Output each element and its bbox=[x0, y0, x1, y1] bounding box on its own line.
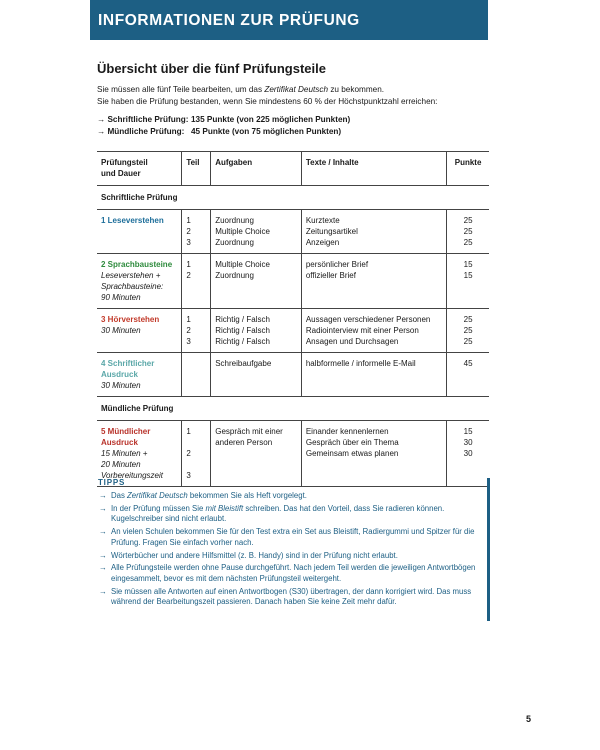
tips-title: TIPPS bbox=[98, 478, 126, 487]
part-name-2: 2 Sprachbausteine bbox=[101, 260, 173, 269]
written-points-label: → Schriftliche Prüfung: bbox=[97, 115, 189, 124]
table-row-part-5: 5 Mündlicher Ausdruck 15 Minuten + 20 Minuten Vorbereitungszeit 1 2 3 Gespräch mit einer anderen Person Einander kennenlernen Gespräch über ein Thema Gemeinsam etwas planen 15 30 30 bbox=[97, 421, 489, 487]
page-number: 5 bbox=[526, 714, 532, 724]
tip-item: → Das Zertifikat Deutsch bekommen Sie als Heft vorgelegt. bbox=[99, 491, 307, 500]
col-header-tasks: Aufgaben bbox=[211, 152, 302, 186]
part-name-3: 3 Hörverstehen bbox=[101, 315, 160, 324]
header-banner bbox=[90, 0, 488, 40]
table-row-part-2: 2 Sprachbausteine Leseverstehen + Sprachbausteine: 90 Minuten 1 2 Multiple Choice Zuordnung persönlicher Brief offizieller Brief 15 15 bbox=[97, 254, 489, 309]
section-label-oral: Mündliche Prüfung bbox=[97, 397, 489, 421]
intro-text bbox=[97, 84, 489, 107]
oral-points-label: → Mündliche Prüfung: bbox=[97, 126, 185, 136]
col-header-teil: Teil bbox=[182, 152, 211, 186]
intro-line-1-emphasis: Zertifikat Deutsch bbox=[264, 85, 329, 94]
intro-line-2: Sie haben die Prüfung bestanden, wenn Sie mindestens 60 % der Höchstpunktzahl erreichen: bbox=[97, 96, 438, 106]
overview-section bbox=[97, 61, 489, 487]
section-label-written: Schriftliche Prüfung bbox=[97, 186, 489, 210]
arrow-right-icon: → bbox=[99, 586, 107, 596]
arrow-right-icon: → bbox=[99, 527, 107, 537]
written-points-value: 135 Punkte (von 225 möglichen Punkten) bbox=[191, 115, 351, 124]
table-row-part-4: 4 Schriftlicher Ausdruck 30 Minuten Schreibaufgabe halbformelle / informelle E-Mail 45 bbox=[97, 353, 489, 397]
section-row-written bbox=[97, 186, 489, 210]
col-header-texts: Texte / Inhalte bbox=[301, 152, 446, 186]
table-header-row bbox=[97, 152, 489, 186]
page-header-title: INFORMATIONEN ZUR PRÜFUNG bbox=[98, 12, 360, 29]
tip-item: → An vielen Schulen bekommen Sie für den Test extra ein Set aus Bleistift, Radiergummi und Spitzer für die Prüfung. Fragen Sie einfach vorher nach. bbox=[99, 527, 475, 547]
tip-item: → Wörterbücher und andere Hilfsmittel (z. B. Handy) sind in der Prüfung nicht erlaubt. bbox=[99, 550, 398, 560]
arrow-right-icon: → bbox=[99, 503, 107, 513]
intro-line-1b: zu bekommen. bbox=[328, 85, 385, 94]
section-row-oral bbox=[97, 397, 489, 421]
col-header-part: Prüfungsteil und Dauer bbox=[101, 158, 148, 178]
pass-requirements bbox=[97, 114, 489, 137]
arrow-right-icon: → bbox=[99, 563, 107, 573]
col-header-points: Punkte bbox=[447, 152, 489, 186]
part-name-5: 5 Mündlicher Ausdruck bbox=[101, 427, 151, 447]
table-row-part-3: 3 Hörverstehen 30 Minuten 1 2 3 Richtig / Falsch Richtig / Falsch Richtig / Falsch Aussagen verschiedener Personen Radiointerview mit einer Person Ansagen und Durchsagen 25 25 25 bbox=[97, 309, 489, 353]
tip-item: → In der Prüfung müssen Sie mit Bleistift schreiben. Das hat den Vorteil, dass Sie radieren können. Kugelschreiber sind nicht erlaubt. bbox=[99, 503, 445, 524]
intro-line-1a: Sie müssen alle fünf Teile bearbeiten, um das bbox=[97, 85, 265, 94]
arrow-right-icon: → bbox=[99, 491, 107, 500]
tips-box bbox=[97, 478, 490, 621]
part-name-4: 4 Schriftlicher Ausdruck bbox=[101, 359, 155, 379]
part-name-1: 1 Leseverstehen bbox=[101, 216, 164, 225]
tip-item: → Alle Prüfungsteile werden ohne Pause durchgeführt. Nach jedem Teil werden die jeweiligen Antwortbögen eingesammelt, bevor es mit dem nächsten Prüfungsteil weitergeht. bbox=[99, 563, 476, 583]
arrow-right-icon: → bbox=[99, 550, 107, 560]
table-row-part-1: 1 Leseverstehen 1 2 3 Zuordnung Multiple Choice Zuordnung Kurztexte Zeitungsartikel Anzeigen 25 25 25 bbox=[97, 210, 489, 254]
exam-parts-table bbox=[97, 151, 489, 487]
oral-points-value: 45 Punkte (von 75 möglichen Punkten) bbox=[191, 126, 342, 136]
overview-heading: Übersicht über die fünf Prüfungsteile bbox=[97, 61, 326, 76]
tip-item: → Sie müssen alle Antworten auf einen Antwortbogen (S30) übertragen, der dann korrigiert wird. Das muss während der Bearbeitungszeit passieren. Danach haben Sie keine Zeit mehr dafür. bbox=[99, 586, 472, 607]
